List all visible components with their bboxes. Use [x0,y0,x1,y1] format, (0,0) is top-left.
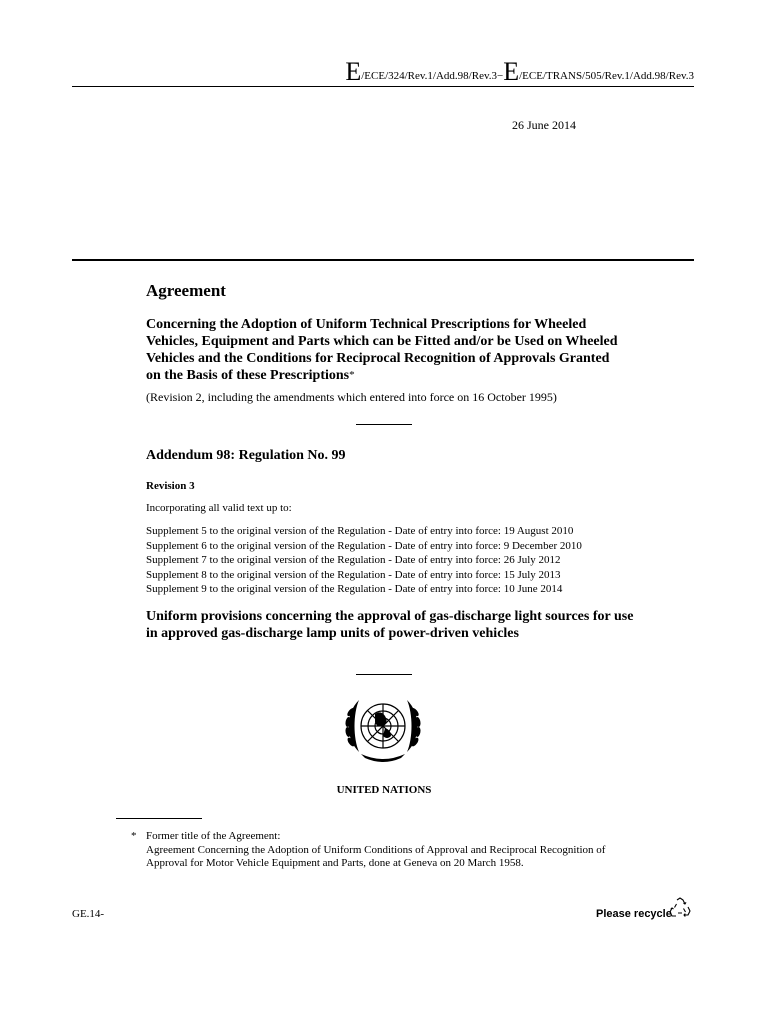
recycle-icon [668,896,692,920]
list-item: Supplement 9 to the original version of the Regulation - Date of entry into force: 10 June 2014 [146,583,563,595]
concerning-text: Concerning the Adoption of Uniform Technical Prescriptions for Wheeled Vehicles, Equipment and Parts which can be Fitted and/or be Used on Wheeled Vehicles and the Conditions for Reciprocal Recognition of Approvals Granted on the Basis of these Prescriptions [146,317,618,383]
document-date: 26 June 2014 [512,118,576,132]
agreement-title: Agreement [146,281,226,300]
organization-name: UNITED NATIONS [336,784,432,796]
list-item: Supplement 6 to the original version of the Regulation - Date of entry into force: 9 December 2010 [146,539,582,552]
un-emblem-icon [339,692,427,766]
list-item: Supplement 5 to the original version of the Regulation - Date of entry into force: 19 August 2010 [146,525,574,537]
agreement-concerning [146,316,626,384]
please-recycle-text: Please recycle [596,908,672,920]
symbol-e2: E [503,57,520,86]
footnote-reference: * [349,369,355,381]
supplement-list [146,524,582,597]
footnote-rule [116,818,202,819]
list-item: Supplement 7 to the original version of the Regulation - Date of entry into force: 26 July 2012 [146,554,561,566]
list-item: Supplement 8 to the original version of the Regulation - Date of entry into force: 15 July 2013 [146,568,561,581]
footnote-line-1: Former title of the Agreement: [146,830,281,842]
footnote-text [146,830,646,871]
symbol-part2: /ECE/TRANS/505/Rev.1/Add.98/Rev.3 [519,70,694,82]
revision-note: (Revision 2, including the amendments which entered into force on 16 October 1995) [146,390,557,404]
uniform-provisions-title: Uniform provisions concerning the approval of gas-discharge light sources for use in approved gas-discharge lamp units of power-driven vehicles [146,609,634,641]
separator-rule [356,674,412,675]
ge-number: GE.14- [72,908,105,920]
symbol-part1: /ECE/324/Rev.1/Add.98/Rev.3 [361,70,497,82]
incorporating-text: Incorporating all valid text up to: [146,502,292,514]
addendum-title: Addendum 98: Regulation No. 99 [146,448,346,463]
thick-rule [72,259,694,261]
symbol-e1: E [345,57,362,86]
footnote-mark: * [131,830,137,842]
revision-label: Revision 3 [146,480,195,492]
header-rule [72,86,694,87]
separator-rule [356,424,412,425]
footnote-line-2: Agreement Concerning the Adoption of Uniform Conditions of Approval and Reciprocal Recognition of Approval for Motor Vehicle Equipment and Parts, done at Geneva on 20 March 1958. [146,843,606,869]
symbol-separator: − [497,70,504,82]
